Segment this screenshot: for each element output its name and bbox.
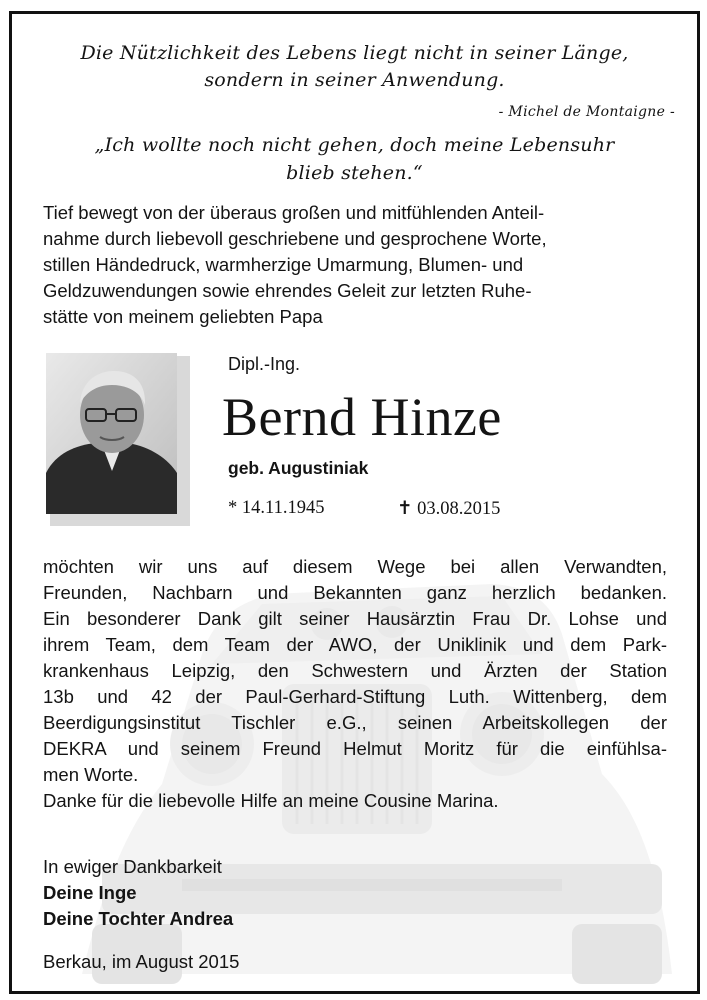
thanks-line: Beerdigungsinstitut Tischler e.G., seinen Arbeitskollegen der: [43, 712, 667, 733]
thanks-paragraph: [43, 554, 667, 814]
thanks-line: 13b und 42 der Paul-Gerhard-Stiftung Luth. Wittenberg, dem: [43, 686, 667, 707]
intro-line: Geldzuwendungen sowie ehrendes Geleit zur letzten Ruhe-: [43, 280, 532, 301]
thanks-line: Ein besonderer Dank gilt seiner Hausärztin Frau Dr. Lohse und: [43, 608, 667, 629]
deceased-name: Bernd Hinze: [222, 387, 502, 447]
birth-date: * 14.11.1945: [228, 498, 325, 518]
place-date: Berkau, im August 2015: [43, 951, 240, 972]
quote-line-2: sondern in seiner Anwendung.: [204, 69, 505, 91]
signer-inge: Deine Inge: [43, 882, 137, 903]
thanks-line: möchten wir uns auf diesem Wege bei allen Verwandten,: [43, 556, 667, 577]
intro-line: Tief bewegt von der überaus großen und mitfühlenden Anteil-: [43, 202, 545, 223]
quote-author: - Michel de Montaigne -: [498, 104, 675, 120]
academic-title: Dipl.-Ing.: [228, 354, 301, 374]
portrait-photo: [46, 353, 177, 514]
thanks-final-line: Danke für die liebevolle Hilfe an meine Cousine Marina.: [43, 790, 499, 811]
thanks-line: men Worte.: [43, 764, 139, 785]
quote-line-1: Die Nützlichkeit des Lebens liegt nicht in seiner Länge,: [80, 42, 629, 64]
death-date: ✝ 03.08.2015: [397, 499, 501, 519]
quote2-line-1: „Ich wollte noch nicht gehen, doch meine Lebensuhr: [94, 134, 615, 156]
intro-line: stätte von meinem geliebten Papa: [43, 306, 323, 327]
signer-andrea: Deine Tochter Andrea: [43, 908, 234, 929]
thanks-line: krankenhaus Leipzig, den Schwestern und Ärzten der Station: [43, 660, 667, 681]
thanks-line: DEKRA und seinem Freund Helmut Moritz für die einfühlsa-: [43, 738, 667, 759]
obituary-frame: [9, 11, 700, 994]
intro-paragraph: [43, 200, 667, 330]
birth-name: geb. Augustiniak: [228, 458, 369, 478]
quote2-line-2: blieb stehen.“: [286, 162, 423, 184]
thanks-line: ihrem Team, dem Team der AWO, der Uniklinik und dem Park-: [43, 634, 667, 655]
closing-phrase: In ewiger Dankbarkeit: [43, 856, 222, 877]
intro-line: stillen Händedruck, warmherzige Umarmung, Blumen- und: [43, 254, 524, 275]
thanks-line: Freunden, Nachbarn und Bekannten ganz herzlich bedanken.: [43, 582, 667, 603]
intro-line: nahme durch liebevoll geschriebene und gesprochene Worte,: [43, 228, 547, 249]
